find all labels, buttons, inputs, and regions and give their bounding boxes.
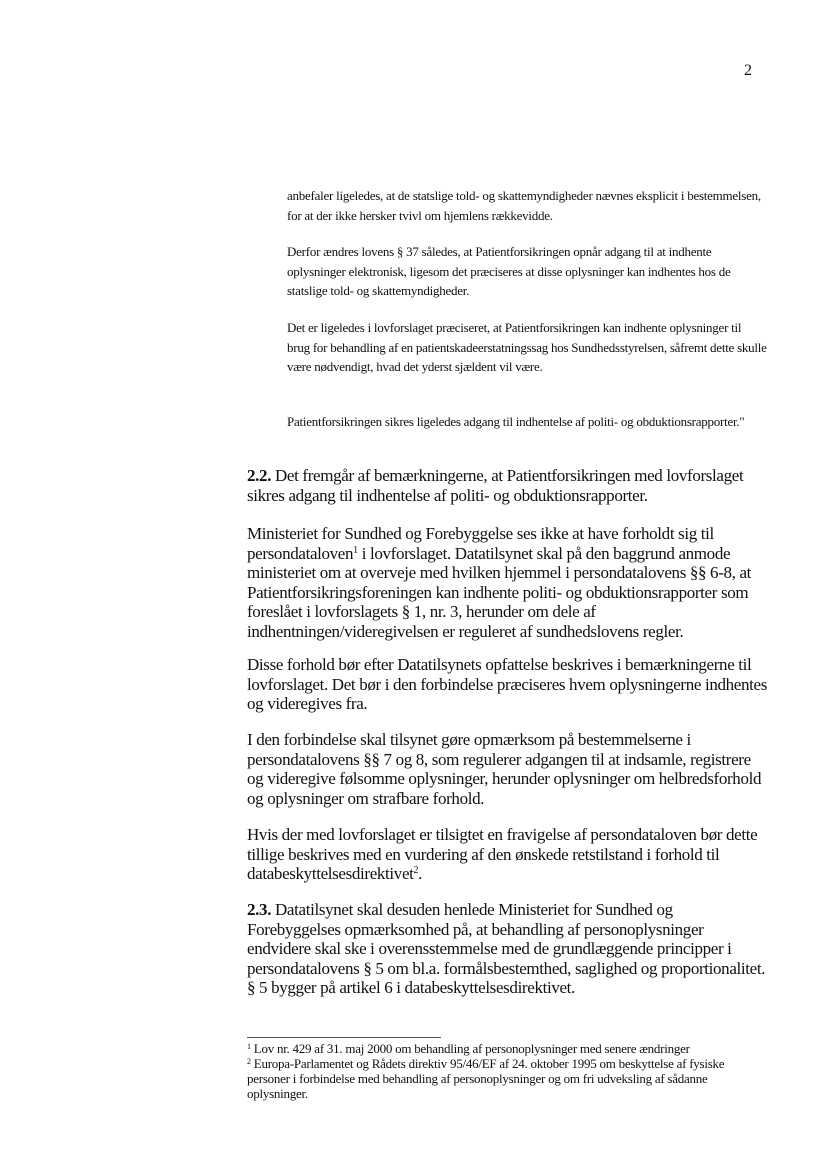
- paragraph-text: Ministeriet for Sundhed og Forebyggelse ses ikke at have forholdt sig til persondataloven: [247, 524, 714, 563]
- paragraph-text: i lovforslaget. Datatilsynet skal på den baggrund anmode ministeriet om at overveje med hvilken hjemmel i persondatalovens §§ 6-8, at Patientforsikringsforeningen kan indhente politi- og obduktionsrapporter som foreslået i lovforslagets § 1, nr. 3, herunder om dele af indhentningen/videregivelsen er reguleret af sundhedslovens regler.: [247, 543, 752, 641]
- paragraph-forhold: [247, 655, 767, 714]
- footnote-ref-1: 1: [353, 544, 358, 556]
- section-2-3: [247, 900, 767, 998]
- paragraph-text: Hvis der med lovforslaget er tilsigtet en fravigelse af persondataloven bør dette tillige beskrives med en vurdering af den ønskede retstilstand i forhold til databeskyttelsesdirektivet: [247, 825, 758, 883]
- paragraph-persondataloven: [247, 524, 767, 641]
- paragraph-bestemmelserne: [247, 730, 767, 808]
- footnote-2: [247, 1056, 757, 1101]
- section-2-2: [247, 466, 767, 505]
- quote-paragraph-2: Derfor ændres lovens § 37 således, at Patientforsikringen opnår adgang til at indhente oplysninger elektronisk, ligesom det præciseres at disse oplysninger kan indhentes hos de statslige told- og skattemyndigheder.: [287, 244, 731, 298]
- section-text: Det fremgår af bemærkningerne, at Patientforsikringen med lovforslaget sikres adgang til indhentelse af politi- og obduktionsrapporter.: [247, 466, 744, 505]
- quote-paragraph-3: Det er ligeledes i lovforslaget præciseret, at Patientforsikringen kan indhente oplysninger til brug for behandling af en patientskadeerstatningssag hos Sundhedsstyrelsen, såfremt dette skulle være nødvendigt, hvad det yderst sjældent vil være.: [287, 320, 767, 374]
- paragraph-text: Disse forhold bør efter Datatilsynets opfattelse beskrives i bemærkningerne til lovforslaget. Det bør i den forbindelse præciseres hvem oplysningerne indhentes og videregives fra.: [247, 655, 767, 713]
- footnote-1: [247, 1041, 757, 1056]
- footnote-number: 1: [247, 1042, 251, 1051]
- section-2-3-paragraph: [247, 900, 767, 998]
- quote-paragraph-4: Patientforsikringen sikres ligeledes adgang til indhentelse af politi- og obduktionsrapporter.": [287, 414, 745, 429]
- paragraph-text: .: [418, 864, 423, 883]
- footnote-divider: [247, 1037, 441, 1038]
- quote-paragraph-1: anbefaler ligeledes, at de statslige told- og skattemyndigheder nævnes eksplicit i bestemmelsen, for at der ikke hersker tvivl om hjemlens rækkevidde.: [287, 188, 761, 223]
- footnote-number: 2: [247, 1057, 251, 1066]
- footnote-text: Lov nr. 429 af 31. maj 2000 om behandling af personoplysninger med senere ændringer: [250, 1041, 690, 1056]
- footnotes: [247, 1041, 757, 1101]
- footnote-text: Europa-Parlamentet og Rådets direktiv 95/46/EF af 24. oktober 1995 om beskyttelse af fysiske personer i forbindelse med behandling af personoplysninger og om fri udveksling af sådanne oplysninger.: [247, 1056, 725, 1101]
- section-number: 2.2.: [247, 466, 272, 485]
- section-text: Datatilsynet skal desuden henlede Ministeriet for Sundhed og Forebyggelses opmærksomhed på, at behandling af personoplysninger endvidere skal ske i overensstemmelse med de grundlæggende principper i persondatalovens § 5 om bl.a. formålsbestemthed, saglighed og proportionalitet. § 5 bygger på artikel 6 i databeskyttelsesdirektivet.: [247, 900, 766, 997]
- section-number: 2.3.: [247, 900, 272, 919]
- page-number: 2: [744, 62, 752, 79]
- footnote-ref-2: 2: [413, 865, 419, 876]
- paragraph-fravigelse: [247, 825, 767, 884]
- paragraph-text: I den forbindelse skal tilsynet gøre opmærksom på bestemmelserne i persondatalovens §§ 7 og 8, som regulerer adgangen til at indsamle, registrere og videregive følsomme oplysninger, herunder oplysninger om helbredsforhold og oplysninger om strafbare forhold.: [247, 730, 762, 808]
- section-2-2-paragraph: [247, 466, 767, 505]
